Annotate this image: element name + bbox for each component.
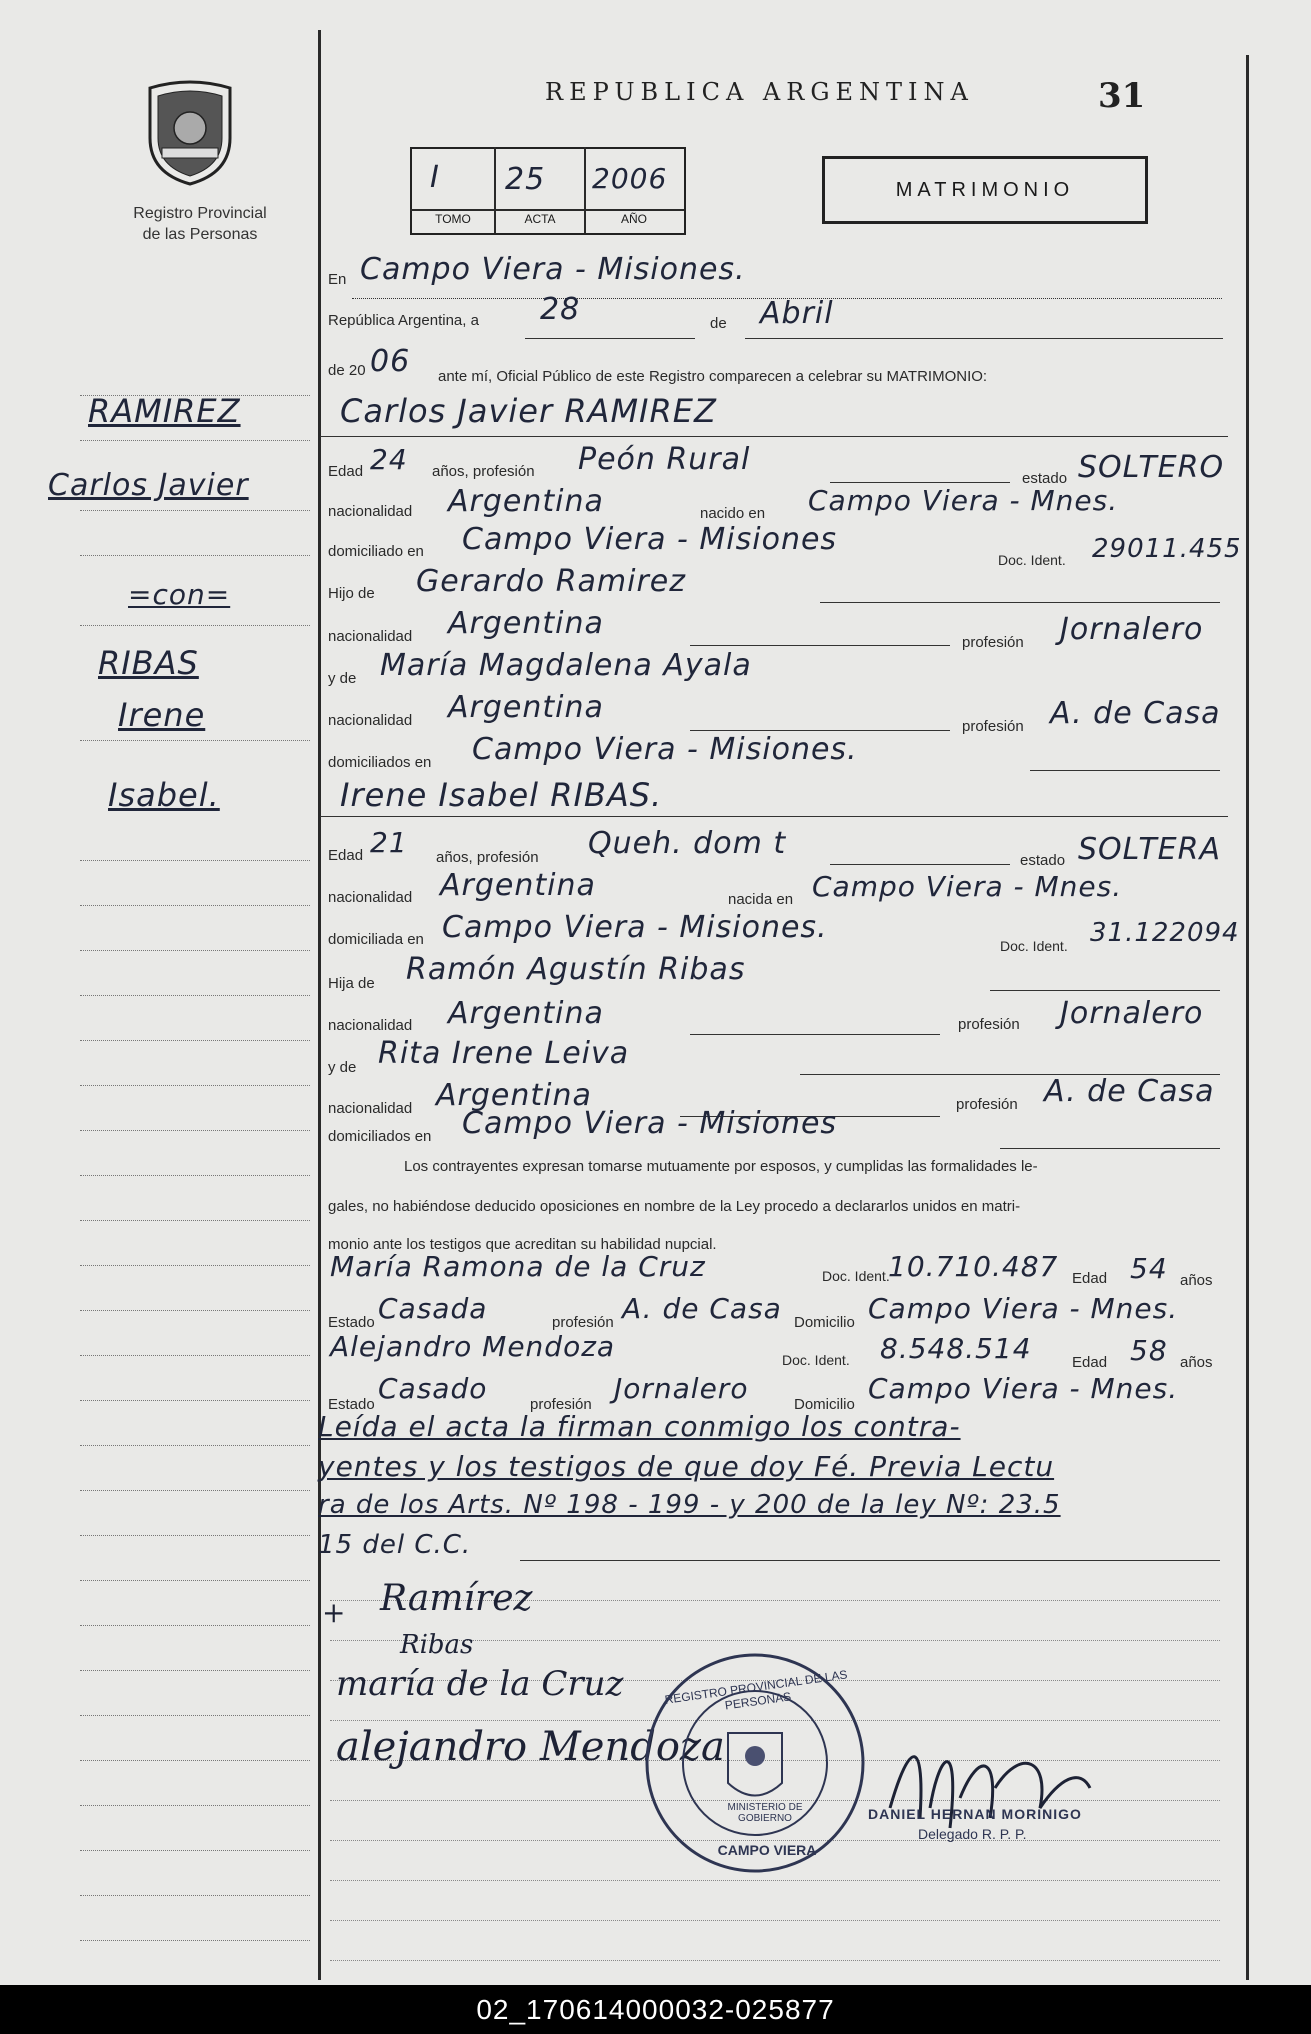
groom-mother-prof: A. de Casa <box>1050 696 1221 731</box>
witness2-doc: 8.548.514 <box>880 1332 1032 1365</box>
tomo-label: TOMO <box>435 212 471 226</box>
witness1-age: 54 <box>1130 1252 1168 1285</box>
witness2-domicile: Campo Viera - Mnes. <box>868 1372 1179 1405</box>
margin-groom-surname: RAMIREZ <box>88 392 241 430</box>
witness1-anos-label: años <box>1180 1272 1213 1289</box>
bride-domicilio-label: domiciliada en <box>328 931 424 948</box>
groom-mother-label: y de <box>328 670 357 687</box>
closing-line3: ra de los Arts. Nº 198 - 199 - y 200 de la ley Nº: 23.5 <box>318 1490 1061 1520</box>
bride-anos-profesion-label: años, profesión <box>436 849 539 866</box>
groom-age: 24 <box>370 443 408 476</box>
groom-status: SOLTERO <box>1078 450 1225 485</box>
groom-mother-nat-label: nacionalidad <box>328 712 413 729</box>
groom-nacionalidad-label: nacionalidad <box>328 503 413 520</box>
closing-line2: yentes y los testigos de que doy Fé. Previa Lectu <box>318 1450 1055 1483</box>
witness1-doc: 10.710.487 <box>888 1250 1059 1283</box>
bride-father-nat-label: nacionalidad <box>328 1017 413 1034</box>
bride-birthplace: Campo Viera - Mnes. <box>812 870 1123 903</box>
signature-witness2: alejandro Mendoza <box>336 1724 725 1770</box>
ano-value: 2006 <box>592 162 668 195</box>
bride-parents-dom: Campo Viera - Misiones <box>462 1106 838 1141</box>
seal-ministry: MINISTERIO DE GOBIERNO <box>727 1802 803 1824</box>
republic-label: República Argentina, a <box>328 312 479 329</box>
witness1-status: Casada <box>378 1292 488 1325</box>
groom-birthplace: Campo Viera - Mnes. <box>808 484 1119 517</box>
groom-estado-label: estado <box>1022 470 1068 487</box>
signature-bride: Ribas <box>400 1630 474 1660</box>
bride-hija-label: Hija de <box>328 975 375 992</box>
margin-divider <box>318 30 321 1980</box>
bride-profession: Queh. dom t <box>588 826 787 861</box>
groom-domicilio-label: domiciliado en <box>328 543 424 560</box>
groom-anos-profesion-label: años, profesión <box>432 463 535 480</box>
bride-age: 21 <box>370 826 408 859</box>
groom-full-name: Carlos Javier RAMIREZ <box>340 392 717 430</box>
witness1-domicilio-label: Domicilio <box>794 1314 855 1331</box>
groom-nacido-label: nacido en <box>700 505 766 522</box>
witness1-profesion-label: profesión <box>552 1314 614 1331</box>
year-prefix: de 20 <box>328 362 366 379</box>
witness2-name: Alejandro Mendoza <box>330 1330 616 1363</box>
witness2-profesion-label: profesión <box>530 1396 592 1413</box>
groom-doc-label: Doc. Ident. <box>998 552 1066 568</box>
groom-edad-label: Edad <box>328 463 364 480</box>
registry-name <box>100 203 300 245</box>
day: 28 <box>540 292 581 327</box>
bride-father-prof: Jornalero <box>1060 996 1204 1031</box>
acta-value: 25 <box>505 162 546 197</box>
witness2-domicilio-label: Domicilio <box>794 1396 855 1413</box>
month: Abril <box>760 296 834 331</box>
bride-nationality: Argentina <box>440 868 596 903</box>
footer-id: 02_170614000032-025877 <box>476 1994 835 2025</box>
margin-connector: =con= <box>128 578 231 611</box>
witness1-name: María Ramona de la Cruz <box>330 1250 706 1283</box>
registry-emblem-icon <box>140 78 240 188</box>
act-type-box <box>822 156 1148 224</box>
page-number: 31 <box>1098 76 1146 116</box>
declaration-line3: monio ante los testigos que acreditan su habilidad nupcial. <box>328 1236 717 1253</box>
bride-father-prof-label: profesión <box>958 1016 1020 1033</box>
witness2-estado-label: Estado <box>328 1396 375 1413</box>
witness2-doc-label: Doc. Ident. <box>782 1352 850 1368</box>
groom-nationality: Argentina <box>448 484 604 519</box>
en-label: En <box>328 271 347 288</box>
registry-line1: Registro Provincial <box>133 205 267 222</box>
bride-parents-dom-label: domiciliados en <box>328 1128 432 1145</box>
groom-mother-nat: Argentina <box>448 690 604 725</box>
witness2-status: Casado <box>378 1372 488 1405</box>
groom-doc: 29011.455 <box>1092 534 1242 564</box>
bride-domicile: Campo Viera - Misiones. <box>442 910 828 945</box>
groom-hijo-label: Hijo de <box>328 585 375 602</box>
groom-mother-prof-label: profesión <box>962 718 1024 735</box>
witness2-edad-label: Edad <box>1072 1354 1108 1371</box>
intro-statement: ante mí, Oficial Público de este Registro comparecen a celebrar su MATRIMONIO: <box>438 368 988 385</box>
bride-doc: 31.122094 <box>1090 918 1240 948</box>
bride-full-name: Irene Isabel RIBAS. <box>340 776 663 814</box>
closing-line4: 15 del C.C. <box>318 1530 472 1560</box>
witness1-edad-label: Edad <box>1072 1270 1108 1287</box>
bride-mother-label: y de <box>328 1059 357 1076</box>
witness2-age: 58 <box>1130 1334 1168 1367</box>
act-type-label: MATRIMONIO <box>895 179 1075 201</box>
bride-mother-prof-label: profesión <box>956 1096 1018 1113</box>
signature-witness1: maría de la Cruz <box>336 1664 624 1704</box>
acta-label: ACTA <box>524 212 556 226</box>
groom-father-nat: Argentina <box>448 606 604 641</box>
margin-groom-given: Carlos Javier <box>48 468 249 503</box>
bride-nacionalidad-label: nacionalidad <box>328 889 413 906</box>
official-name: DANIEL HERNAN MORINIGO <box>868 1806 1082 1822</box>
signature-mark: + <box>322 1596 346 1629</box>
groom-mother: María Magdalena Ayala <box>380 648 752 683</box>
seal-place: CAMPO VIERA <box>717 1842 817 1858</box>
bride-doc-label: Doc. Ident. <box>1000 938 1068 954</box>
tomo-value: I <box>430 160 440 195</box>
bride-mother-nat-label: nacionalidad <box>328 1100 413 1117</box>
ano-label: AÑO <box>620 212 647 226</box>
witness1-doc-label: Doc. Ident. <box>822 1268 890 1284</box>
right-border <box>1246 55 1249 1980</box>
official-title: Delegado R. P. P. <box>918 1826 1027 1842</box>
year-suffix: 06 <box>370 344 411 379</box>
bride-father-nat: Argentina <box>448 996 604 1031</box>
margin-bride-surname: RIBAS <box>98 644 199 682</box>
bride-mother-nat: Argentina <box>436 1078 592 1113</box>
witness1-estado-label: Estado <box>328 1314 375 1331</box>
groom-father-prof: Jornalero <box>1060 612 1204 647</box>
declaration-line2: gales, no habiéndose deducido oposiciones en nombre de la Ley procedo a declararlos unidos en matri- <box>328 1198 1021 1215</box>
country-title: REPUBLICA ARGENTINA <box>545 78 974 106</box>
bride-mother: Rita Irene Leiva <box>378 1036 630 1071</box>
closing-line1: Leída el acta la firman conmigo los contra- <box>318 1410 961 1443</box>
witness2-profession: Jornalero <box>614 1372 749 1405</box>
place: Campo Viera - Misiones. <box>360 252 746 287</box>
bride-edad-label: Edad <box>328 847 364 864</box>
groom-parents-dom: Campo Viera - Misiones. <box>472 732 858 767</box>
groom-father-prof-label: profesión <box>962 634 1024 651</box>
bride-nacida-label: nacida en <box>728 891 794 908</box>
bride-estado-label: estado <box>1020 852 1066 869</box>
bride-mother-prof: A. de Casa <box>1044 1074 1215 1109</box>
witness1-domicile: Campo Viera - Mnes. <box>868 1292 1179 1325</box>
groom-father: Gerardo Ramirez <box>416 564 687 599</box>
document-id-footer <box>0 1985 1311 2034</box>
declaration-line1: Los contrayentes expresan tomarse mutuamente por esposos, y cumplidas las formalidades le- <box>404 1158 1038 1175</box>
witness1-profession: A. de Casa <box>622 1292 782 1325</box>
seal-text: REGISTRO PROVINCIAL DE LAS PERSONAS <box>663 1667 849 1713</box>
margin-bride-given1: Irene <box>118 696 206 734</box>
bride-father: Ramón Agustín Ribas <box>406 952 746 987</box>
groom-profession: Peón Rural <box>578 442 751 477</box>
margin-bride-given2: Isabel. <box>108 776 220 814</box>
witness2-anos-label: años <box>1180 1354 1213 1371</box>
signature-groom: Ramírez <box>380 1578 533 1619</box>
de-label: de <box>710 315 727 332</box>
groom-domicile: Campo Viera - Misiones <box>462 522 838 557</box>
registry-line2: de las Personas <box>142 226 258 243</box>
bride-status: SOLTERA <box>1078 832 1221 867</box>
groom-parents-dom-label: domiciliados en <box>328 754 432 771</box>
groom-father-nat-label: nacionalidad <box>328 628 413 645</box>
